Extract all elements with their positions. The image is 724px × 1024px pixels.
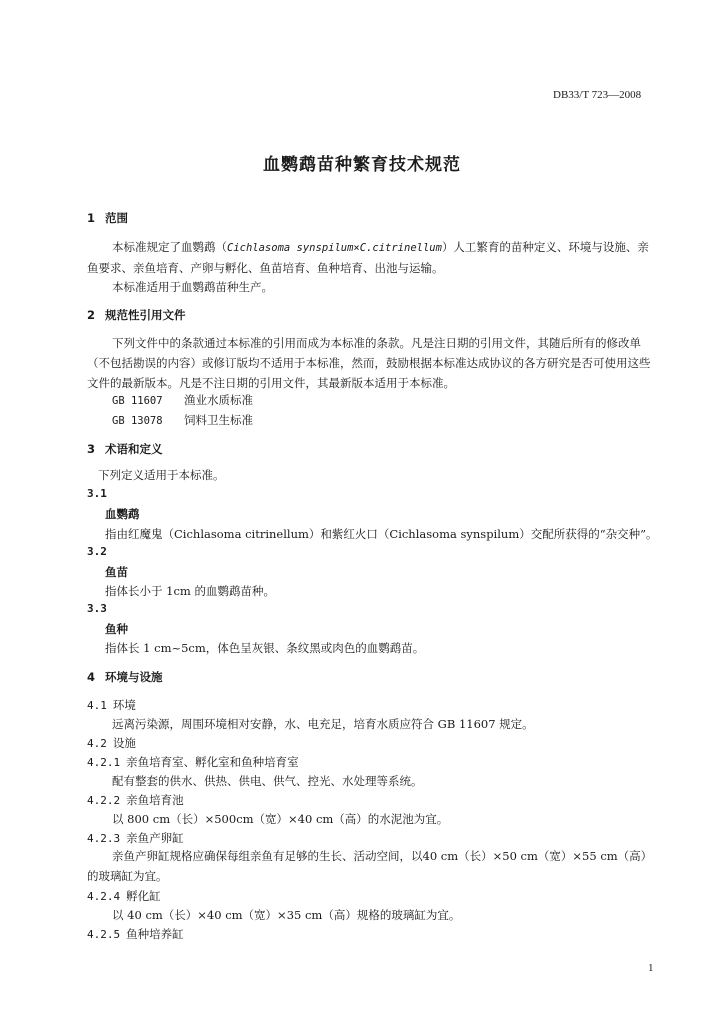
text-run: ）人工繁育的苗种定义、环境与设施、亲鱼要求、亲鱼培育、产卵与孵化、鱼苗培育、鱼种培育、出池与运输。 [87, 240, 649, 275]
clause-number: 4.2.5 [87, 928, 121, 941]
clause-text: 远离污染源，周围环境相对安静，水、电充足，培育水质应符合 GB 11607 规定。 [112, 717, 534, 731]
clause-text: 亲鱼产卵缸规格应确保每组亲鱼有足够的生长、活动空间，以40 cm（长）×50 cm（宽）×55 cm（高）的玻璃缸为宜。 [87, 849, 653, 883]
reference-code: GB 13078 [112, 415, 163, 427]
text-run: 本标准规定了血鹦鹉（ [112, 240, 227, 254]
term-number: 3.3 [87, 602, 107, 615]
reference-item [112, 412, 253, 428]
clause-heading [87, 888, 161, 904]
term-definition: 指体长 1 cm~5cm，体色呈灰银、条纹黑或肉色的血鹦鹉苗。 [105, 641, 425, 655]
section-number: 3 [87, 442, 96, 456]
section-4-heading [87, 669, 163, 685]
section-3-intro: 下列定义适用于本标准。 [98, 468, 225, 482]
term-number: 3.2 [87, 545, 107, 558]
section-1-paragraph-1 [87, 237, 657, 278]
reference-title: 饲料卫生标准 [184, 413, 253, 427]
section-2-paragraph: 下列文件中的条款通过本标准的引用而成为本标准的条款。凡是注日期的引用文件，其随后所有的修改单（不包括勘误的内容）或修订版均不适用于本标准，然而，鼓励根据本标准达成协议的各方研究是否可使用这些文件的最新版本。凡是不注日期的引用文件，其最新版本适用于本标准。 [87, 336, 651, 390]
term-name: 血鹦鹉 [105, 507, 140, 521]
term-number: 3.1 [87, 487, 107, 500]
section-3-heading [87, 441, 163, 457]
reference-code: GB 11607 [112, 395, 163, 407]
term-definition: 指由红魔鬼（Cichlasoma citrinellum）和紫红火口（Cichlasoma synspilum）交配所获得的“杂交种”。 [105, 527, 658, 541]
clause-title: 鱼种培养缸 [126, 927, 184, 941]
clause-title: 亲鱼培育室、孵化室和鱼种培育室 [126, 755, 299, 769]
clause-text: 配有整套的供水、供热、供电、供气、控光、水处理等系统。 [112, 774, 423, 788]
section-title: 规范性引用文件 [105, 308, 186, 322]
clause-heading [87, 754, 299, 770]
section-number: 1 [87, 211, 96, 225]
clause-heading [87, 792, 184, 808]
clause-number: 4.2.1 [87, 756, 121, 769]
section-1-paragraph-2: 本标准适用于血鹦鹉苗种生产。 [112, 280, 273, 294]
clause-title: 亲鱼培育池 [126, 793, 184, 807]
term-name: 鱼种 [105, 622, 128, 636]
clause-title: 环境 [112, 698, 136, 712]
clause-text: 以 40 cm（长）×40 cm（宽）×35 cm（高）规格的玻璃缸为宜。 [112, 908, 461, 922]
clause-text: 以 800 cm（长）×500cm（宽）×40 cm（高）的水泥池为宜。 [112, 812, 449, 826]
section-title: 范围 [105, 211, 128, 225]
reference-title: 渔业水质标准 [184, 393, 253, 407]
clause-number: 4.2.2 [87, 794, 121, 807]
clause-title: 孵化缸 [126, 889, 161, 903]
clause-heading [87, 926, 184, 942]
section-2-heading [87, 307, 186, 323]
section-number: 4 [87, 670, 96, 684]
term-name: 鱼苗 [105, 565, 128, 579]
clause-number: 4.2.4 [87, 890, 121, 903]
latin-name: Cichlasoma synspilum×C.citrinellum [227, 242, 442, 254]
page-number: 1 [648, 962, 654, 974]
term-definition: 指体长小于 1cm 的血鹦鹉苗种。 [105, 584, 275, 598]
clause-number: 4.2.3 [87, 832, 121, 845]
section-title: 环境与设施 [105, 670, 163, 684]
clause-heading [87, 697, 136, 713]
reference-item [112, 392, 253, 408]
section-number: 2 [87, 308, 96, 322]
clause-heading [87, 830, 184, 846]
clause-title: 亲鱼产卵缸 [126, 831, 184, 845]
document-title: 血鹦鹉苗种繁育技术规范 [263, 155, 461, 175]
clause-title: 设施 [112, 736, 136, 750]
clause-heading [87, 735, 136, 751]
clause-number: 4.1 [87, 699, 107, 712]
section-title: 术语和定义 [105, 442, 163, 456]
section-1-heading [87, 210, 128, 226]
standard-number: DB33/T 723—2008 [553, 89, 642, 101]
clause-number: 4.2 [87, 737, 107, 750]
